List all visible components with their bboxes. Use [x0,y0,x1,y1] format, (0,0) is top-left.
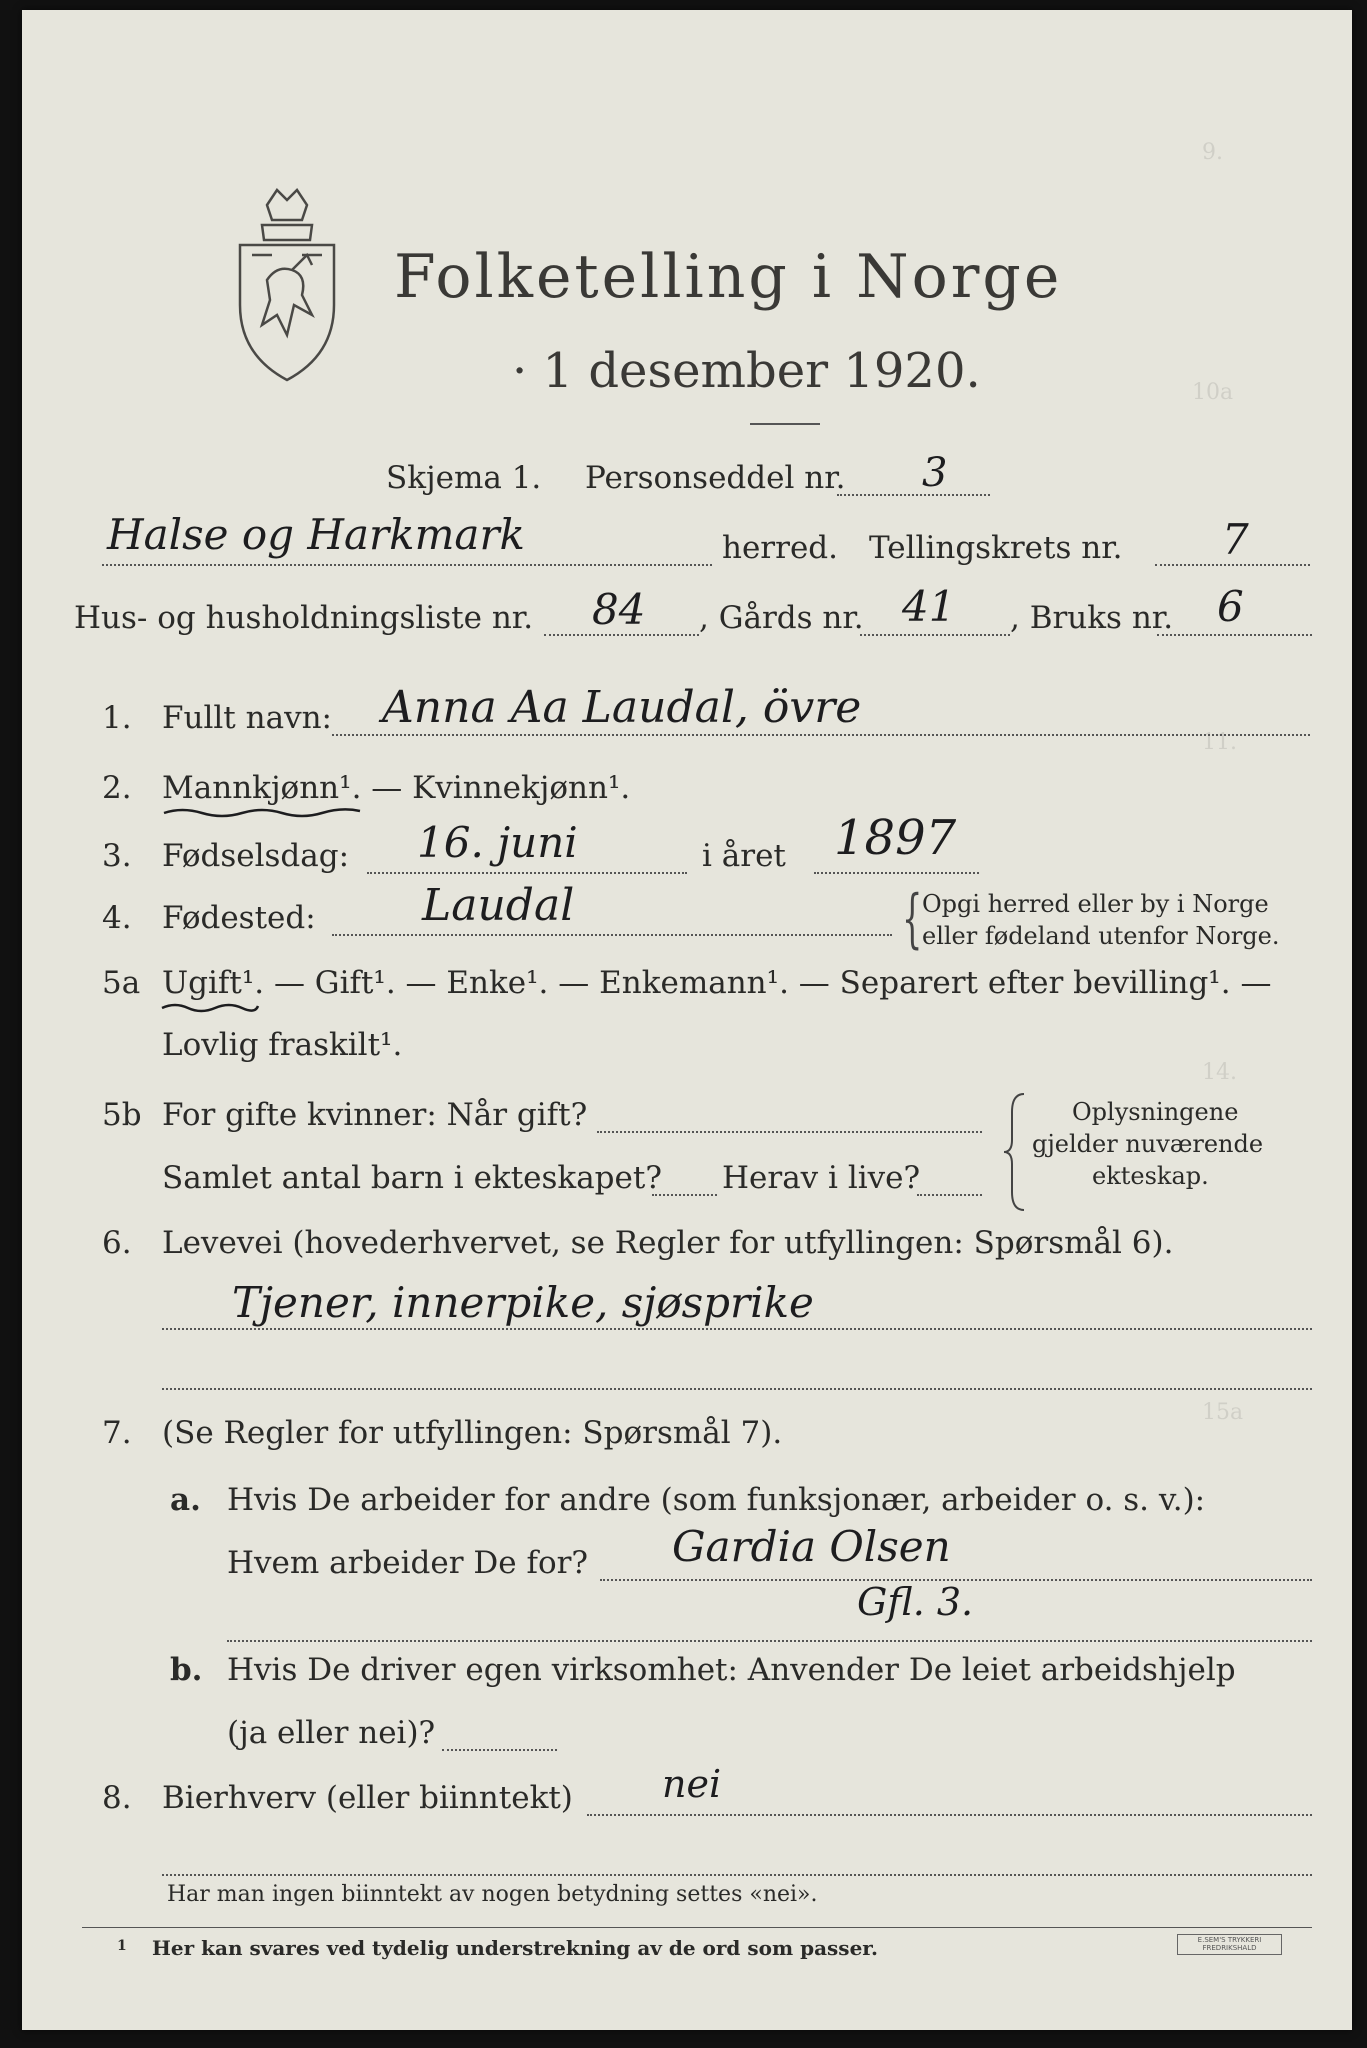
q7b-letter: b. [170,1652,203,1688]
q6-number: 6. [102,1225,132,1261]
occupation-line-2 [162,1388,1312,1390]
employer-label: Hvem arbeider De for? [227,1545,589,1581]
norway-coat-of-arms-icon [232,185,342,385]
q7b-line1: Hvis De driver egen virksomhet: Anvender De leiet arbeidshjelp [227,1652,1236,1688]
marital-underline-mark [160,1000,260,1016]
personseddel-value: 3 [922,450,948,496]
bruks-value: 6 [1217,582,1244,631]
birthday-label: Fødselsdag: [162,838,350,874]
title-divider [750,423,820,425]
census-date: · 1 desember 1920. [512,343,981,399]
tellingskrets-line [1155,564,1310,566]
schema-label: Skjema 1. [386,460,542,496]
birthplace-line [332,934,892,936]
bruks-label: , Bruks nr. [1010,600,1174,636]
children-alive-label: Herav i live? [722,1160,921,1196]
hus-value: 84 [592,585,646,634]
bleed-through-text: 14. [1202,1060,1237,1085]
q8-number: 8. [102,1780,132,1816]
gards-label: , Gårds nr. [699,600,864,636]
printer-stamp-line2: FREDRIKSHALD [1202,1943,1257,1952]
marital-status-options: Ugift¹. — Gift¹. — Enke¹. — Enkemann¹. — Separert efter bevilling¹. — [162,965,1272,1001]
q5b-number: 5b [102,1097,142,1133]
herred-value: Halse og Harkmark [107,510,525,559]
marital-status-divorced: Lovlig fraskilt¹. [162,1027,403,1063]
hus-label: Hus- og husholdningsliste nr. [74,600,534,636]
marriage-note-line3: ekteskap. [1092,1162,1209,1190]
bruks-line [1157,634,1312,636]
personseddel-label: Personseddel nr. [585,460,846,496]
birthplace-value: Laudal [422,880,575,931]
employer-value: Gardia Olsen [672,1522,951,1571]
hired-help-line [442,1749,557,1751]
children-total-label: Samlet antal barn i ekteskapet? [162,1160,662,1196]
herred-line [102,564,712,566]
birthplace-note-brace: { [902,882,923,956]
q7a-line1: Hvis De arbeider for andre (som funksjonær, arbeider o. s. v.): [227,1482,1206,1518]
side-income-label: Bierhverv (eller biinntekt) [162,1780,573,1816]
q3-number: 3. [102,838,132,874]
occupation-value: Tjener, innerpike, sjøsprike [232,1278,814,1327]
side-income-line [587,1814,1312,1816]
full-name-line [332,734,1310,736]
marriage-note-line2: gjelder nuværende [1032,1130,1264,1158]
married-when-line [597,1131,982,1133]
q7-number: 7. [102,1415,132,1451]
employer-line-2 [227,1640,1312,1642]
herred-label: herred. [722,530,838,566]
birthplace-label: Fødested: [162,900,316,936]
birthday-line [367,872,687,874]
q2-number: 2. [102,770,132,806]
side-income-line-2 [162,1874,1312,1876]
children-total-line [652,1194,717,1196]
side-income-value: nei [662,1762,722,1806]
bleed-through-text: 15a [1202,1400,1244,1425]
tellingskrets-value: 7 [1222,515,1249,564]
census-form-sheet [22,10,1352,2030]
footnote-divider [82,1927,1312,1928]
personseddel-line [837,494,990,496]
gards-value: 41 [902,582,956,631]
occupation-label: Levevei (hovederhvervet, se Regler for utfyllingen: Spørsmål 6). [162,1225,1174,1261]
q5a-number: 5a [102,965,141,1001]
tellingskrets-label: Tellingskrets nr. [869,530,1123,566]
bleed-through-text: 10a [1192,380,1234,405]
full-name-value: Anna Aa Laudal, övre [382,682,862,733]
birth-year-value: 1897 [834,810,957,866]
form-title: Folketelling i Norge [394,242,1063,312]
birth-year-label: i året [702,838,786,874]
bleed-through-text: 11. [1202,730,1237,755]
printer-stamp-line1: E.SEM'S TRYKKERI [1197,1936,1262,1944]
nei-instruction: Har man ingen biinntekt av nogen betydning settes «nei». [167,1882,818,1907]
gards-line [860,634,1010,636]
birthplace-note-line2: eller fødeland utenfor Norge. [922,922,1280,950]
footnote-text: Her kan svares ved tydelig understrekning av de ord som passer. [152,1936,878,1960]
hus-line [544,634,699,636]
full-name-label: Fullt navn: [162,700,332,736]
printer-stamp [1177,1934,1282,1955]
gender-options: Mannkjønn¹. — Kvinnekjønn¹. [162,770,631,806]
birth-year-line [814,872,979,874]
children-alive-line [917,1194,982,1196]
married-when-label: For gifte kvinner: Når gift? [162,1097,588,1133]
q7-instructions: (Se Regler for utfyllingen: Spørsmål 7). [162,1415,783,1451]
marriage-note-brace [1004,1092,1034,1212]
birthplace-note-line1: Opgi herred eller by i Norge [922,890,1269,918]
birthday-value: 16. juni [417,818,578,867]
occupation-line-1 [162,1328,1312,1330]
hired-help-label: (ja eller nei)? [227,1715,436,1751]
q1-number: 1. [102,700,132,736]
footnote-marker: 1 [117,1938,127,1954]
employer-extra-note: Gfl. 3. [857,1580,974,1624]
q7a-letter: a. [170,1482,201,1518]
gender-underline-mark [162,805,362,821]
q4-number: 4. [102,900,132,936]
bleed-through-text: 9. [1202,140,1223,165]
marriage-note-line1: Oplysningene [1072,1098,1239,1126]
